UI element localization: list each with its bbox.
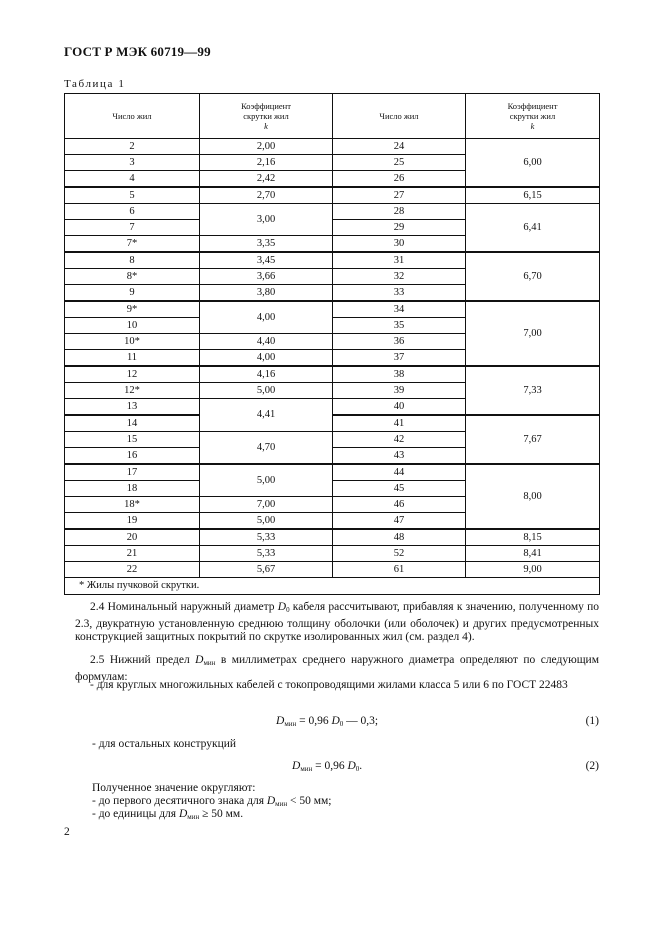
coefficient-table [64,93,600,595]
cores-count-cell: 61 [333,562,466,578]
table-row [65,204,600,220]
cores-count-cell: 31 [333,252,466,269]
coefficient-cell: 7,33 [466,366,600,415]
table-row [65,139,600,155]
cores-count-cell: 45 [333,481,466,497]
coefficient-cell: 7,00 [466,301,600,366]
table-row [65,187,600,204]
coefficient-cell: 2,16 [200,155,333,171]
paragraph-2-5: 2.5 Нижний предел $D_{мин}$ в миллиметрах среднего наружного диаметра определяют по следующим формулам: [75,654,599,683]
table-row [65,366,600,383]
coefficient-cell: 5,00 [200,464,333,497]
coefficient-cell: 5,33 [200,546,333,562]
list-item-round-cables: - для круглых многожильных кабелей с токопроводящими жилами класса 5 или 6 по ГОСТ 22483 [90,679,568,691]
cores-count-cell: 44 [333,464,466,481]
coefficient-cell: 7,00 [200,497,333,513]
coefficient-cell: 3,45 [200,252,333,269]
table-row [65,464,600,481]
cores-count-cell: 6 [65,204,200,220]
cores-count-cell: 9* [65,301,200,318]
coefficient-cell: 9,00 [466,562,600,578]
cores-count-cell: 37 [333,350,466,367]
table-caption: Таблица 1 [64,78,126,90]
cores-count-cell: 3 [65,155,200,171]
cores-count-cell: 39 [333,383,466,399]
coefficient-cell: 4,16 [200,366,333,383]
coefficient-cell: 8,41 [466,546,600,562]
rounding-intro: Полученное значение округляют: [92,782,256,794]
cores-count-cell: 22 [65,562,200,578]
cores-count-cell: 18* [65,497,200,513]
coefficient-cell: 6,41 [466,204,600,253]
coefficient-cell: 5,67 [200,562,333,578]
cores-count-cell: 30 [333,236,466,253]
cores-count-cell: 29 [333,220,466,236]
cores-count-cell: 40 [333,399,466,416]
rounding-rule-1: - до первого десятичного знака для $D_{мин} < 50$ мм; [92,795,332,808]
cores-count-cell: 38 [333,366,466,383]
cores-count-cell: 2 [65,139,200,155]
equation-number-1: (1) [585,715,599,727]
cores-count-cell: 11 [65,350,200,367]
cores-count-cell: 13 [65,399,200,416]
table-footnote-row [65,578,600,595]
header-count-right: Число жил [333,94,466,139]
table-row [65,252,600,269]
cores-count-cell: 35 [333,318,466,334]
cores-count-cell: 42 [333,432,466,448]
cores-count-cell: 17 [65,464,200,481]
formula-1: $D_{мин} = 0,96$ $D_0$ — 0,3; [276,715,379,728]
coefficient-cell: 5,33 [200,529,333,546]
paragraph-2-4: 2.4 Номинальный наружный диаметр $D_0$ кабеля рассчитывают, прибавляя к значению, полученному по 2.3, двукратную установленную среднюю толщину оболочки (или оболочек) и других предусмотренных конструкцией защитных покрытий по скрутке изолированных жил (см. раздел 4). [75,601,599,643]
coefficient-cell: 5,00 [200,383,333,399]
cores-count-cell: 8 [65,252,200,269]
coefficient-cell: 2,70 [200,187,333,204]
header-count-left: Число жил [65,94,200,139]
cores-count-cell: 52 [333,546,466,562]
coefficient-cell: 8,00 [466,464,600,529]
coefficient-cell: 3,00 [200,204,333,236]
coefficient-cell: 6,70 [466,252,600,301]
coefficient-cell: 4,41 [200,399,333,432]
cores-count-cell: 21 [65,546,200,562]
cores-count-cell: 7 [65,220,200,236]
coefficient-cell: 3,35 [200,236,333,253]
cores-count-cell: 15 [65,432,200,448]
table-footnote: * Жилы пучковой скрутки. [65,578,600,595]
cores-count-cell: 10* [65,334,200,350]
coefficient-cell: 8,15 [466,529,600,546]
formula-2: $D_{мин} = 0,96$ $D_0$. [292,760,363,773]
cores-count-cell: 34 [333,301,466,318]
header-coef-left: Коэффициент скрутки жил k [200,94,333,139]
coefficient-cell: 4,40 [200,334,333,350]
cores-count-cell: 20 [65,529,200,546]
cores-count-cell: 47 [333,513,466,530]
cores-count-cell: 19 [65,513,200,530]
table-row [65,546,600,562]
cores-count-cell: 8* [65,269,200,285]
cores-count-cell: 25 [333,155,466,171]
cores-count-cell: 33 [333,285,466,302]
table-row [65,415,600,432]
cores-count-cell: 24 [333,139,466,155]
coefficient-cell: 4,00 [200,350,333,367]
coefficient-cell: 6,00 [466,139,600,188]
cores-count-cell: 10 [65,318,200,334]
cores-count-cell: 14 [65,415,200,432]
cores-count-cell: 46 [333,497,466,513]
cores-count-cell: 18 [65,481,200,497]
coefficient-cell: 4,00 [200,301,333,334]
cores-count-cell: 27 [333,187,466,204]
cores-count-cell: 28 [333,204,466,220]
cores-count-cell: 26 [333,171,466,188]
cores-count-cell: 12 [65,366,200,383]
coefficient-cell: 3,80 [200,285,333,302]
cores-count-cell: 5 [65,187,200,204]
cores-count-cell: 16 [65,448,200,465]
cores-count-cell: 36 [333,334,466,350]
cores-count-cell: 12* [65,383,200,399]
cores-count-cell: 4 [65,171,200,188]
coefficient-cell: 3,66 [200,269,333,285]
cores-count-cell: 48 [333,529,466,546]
coefficient-cell: 2,00 [200,139,333,155]
coefficient-cell: 5,00 [200,513,333,530]
table-row [65,562,600,578]
cores-count-cell: 7* [65,236,200,253]
rounding-rule-2: - до единицы для $D_{мин} \ge 50$ мм. [92,808,244,821]
cores-count-cell: 43 [333,448,466,465]
document-header: ГОСТ Р МЭК 60719—99 [64,44,211,59]
cores-count-cell: 32 [333,269,466,285]
cores-count-cell: 9 [65,285,200,302]
table-row [65,529,600,546]
coefficient-cell: 7,67 [466,415,600,464]
coefficient-cell: 2,42 [200,171,333,188]
equation-number-2: (2) [585,760,599,772]
cores-count-cell: 41 [333,415,466,432]
page-number: 2 [64,826,70,838]
coefficient-cell: 6,15 [466,187,600,204]
coefficient-cell: 4,70 [200,432,333,465]
table-row [65,301,600,318]
header-coef-right: Коэффициент скрутки жил k [466,94,600,139]
list-item-other-constructions: - для остальных конструкций [92,738,237,750]
